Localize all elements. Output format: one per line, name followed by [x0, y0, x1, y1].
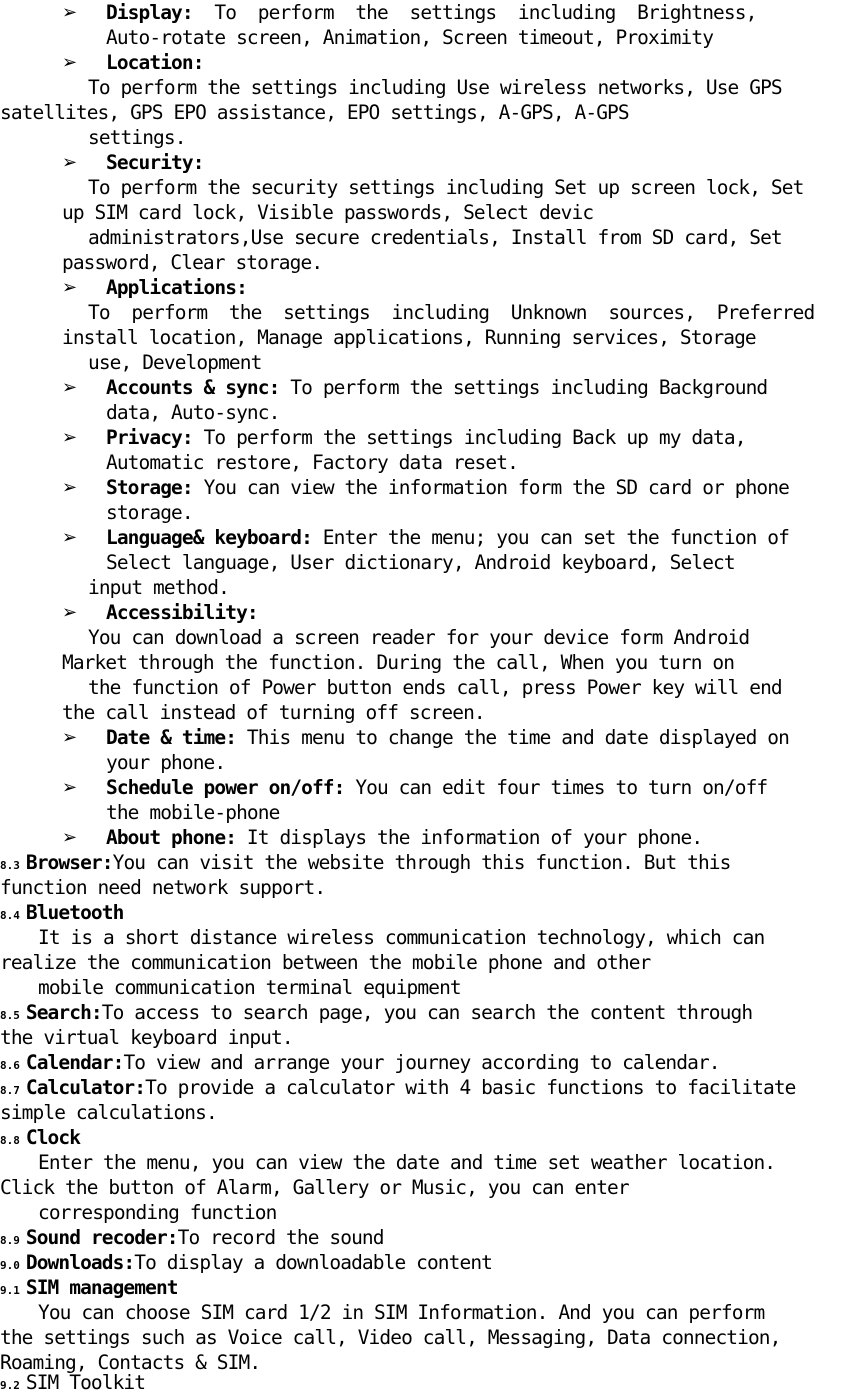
privacy-line-2: Automatic restore, Factory data reset.: [106, 451, 518, 474]
section-number: 8.8: [0, 1134, 20, 1147]
section-number: 9.0: [0, 1259, 20, 1272]
section-search-line-1: 8.5 Search:To access to search page, you can search the content through: [0, 1001, 753, 1024]
section-calculator-line-1: 8.7 Calculator:To provide a calculator with 4 basic functions to facilitate: [0, 1076, 796, 1099]
section-number: 8.6: [0, 1059, 20, 1072]
about-line-1: About phone: It displays the information of your phone.: [106, 826, 703, 849]
language-label: Language& keyboard:: [106, 526, 312, 549]
location-line-2: satellites, GPS EPO assistance, EPO settings, A-GPS, A-GPS: [0, 101, 629, 124]
section-sim-management-line-1: You can choose SIM card 1/2 in SIM Information. And you can perform: [38, 1301, 765, 1324]
accessibility-line-2: Market through the function. During the call, When you turn on: [62, 651, 735, 674]
section-search-line-2: the virtual keyboard input.: [0, 1026, 293, 1049]
bullet-arrow-icon: ➢: [62, 477, 77, 498]
privacy-line-1: Privacy: To perform the settings including Back up my data,: [106, 426, 746, 449]
language-line-1: Language& keyboard: Enter the menu; you can set the function of: [106, 526, 789, 549]
bullet-arrow-icon: ➢: [62, 427, 77, 448]
section-sim-management-heading: [0, 1275, 178, 1300]
section-sound-recorder-line-1: 8.9 Sound recoder:To record the sound: [0, 1226, 384, 1249]
bullet-arrow-icon: ➢: [62, 52, 77, 73]
section-number: 8.7: [0, 1084, 20, 1097]
privacy-label: Privacy:: [106, 426, 193, 449]
accessibility-line-1: You can download a screen reader for your device form Android: [88, 626, 750, 649]
applications-label: Applications:: [106, 276, 247, 299]
section-browser-title: Browser:: [25, 851, 113, 874]
section-sim-toolkit-heading: [0, 1370, 145, 1395]
bullet-arrow-icon: ➢: [62, 277, 77, 298]
storage-label: Storage:: [106, 476, 193, 499]
datetime-label: Date & time:: [106, 726, 237, 749]
location-line-1: To perform the settings including Use wireless networks, Use GPS: [88, 76, 782, 99]
schedule-line-1: Schedule power on/off: You can edit four times to turn on/off: [106, 776, 768, 799]
bullet-arrow-icon: ➢: [62, 602, 77, 623]
section-bluetooth-line-3: mobile communication terminal equipment: [38, 976, 461, 999]
section-browser-line-1: 8.3 Browser:You can visit the website through this function. But this: [0, 851, 731, 874]
section-downloads-title: Downloads:: [25, 1251, 135, 1274]
section-clock-title: Clock: [25, 1126, 81, 1149]
language-line-2: Select language, User dictionary, Android keyboard, Select: [106, 551, 735, 574]
section-number: 9.2: [0, 1379, 20, 1392]
bullet-arrow-icon: ➢: [62, 727, 77, 748]
location-label: Location:: [106, 51, 204, 74]
section-sim-management-title: SIM management: [25, 1276, 178, 1299]
accounts-line-2: data, Auto-sync.: [106, 401, 280, 424]
section-sim-toolkit-title: SIM Toolkit: [25, 1371, 146, 1394]
bullet-arrow-icon: ➢: [62, 527, 77, 548]
applications-line-2: install location, Manage applications, Running services, Storage: [62, 326, 756, 349]
display-line-2: Auto-rotate screen, Animation, Screen timeout, Proximity: [106, 26, 714, 49]
security-line-2: up SIM card lock, Visible passwords, Select devic: [62, 201, 594, 224]
section-calendar-line-1: 8.6 Calendar:To view and arrange your journey according to calendar.: [0, 1051, 720, 1074]
storage-line-1: Storage: You can view the information form the SD card or phone: [106, 476, 789, 499]
about-label: About phone:: [106, 826, 237, 849]
section-clock-line-3: corresponding function: [38, 1201, 277, 1224]
section-number: 8.4: [0, 909, 20, 922]
section-number: 8.5: [0, 1009, 20, 1022]
datetime-line-2: your phone.: [106, 751, 226, 774]
section-number: 9.1: [0, 1284, 20, 1297]
security-line-1: To perform the security settings including Set up screen lock, Set: [88, 176, 804, 199]
security-label: Security:: [106, 151, 204, 174]
bullet-arrow-icon: ➢: [62, 827, 77, 848]
section-bluetooth-heading: [0, 900, 123, 925]
section-downloads-line-1: 9.0 Downloads:To display a downloadable content: [0, 1251, 493, 1274]
section-search-title: Search:: [25, 1001, 102, 1024]
bullet-arrow-icon: ➢: [62, 377, 77, 398]
section-number: 8.3: [0, 859, 20, 872]
schedule-label: Schedule power on/off:: [106, 776, 345, 799]
datetime-line-1: Date & time: This menu to change the time and date displayed on: [106, 726, 789, 749]
accounts-label: Accounts & sync:: [106, 376, 280, 399]
section-calculator-line-2: simple calculations.: [0, 1101, 217, 1124]
section-calendar-title: Calendar:: [25, 1051, 124, 1074]
security-line-3: administrators,Use secure credentials, Install from SD card, Set: [88, 226, 782, 249]
location-line-3: settings.: [88, 126, 186, 149]
schedule-line-2: the mobile-phone: [106, 801, 280, 824]
accounts-line-1: Accounts & sync: To perform the settings including Background: [106, 376, 768, 399]
section-number: 8.9: [0, 1234, 20, 1247]
section-calculator-title: Calculator:: [25, 1076, 146, 1099]
bullet-arrow-icon: ➢: [62, 152, 77, 173]
bullet-arrow-icon: ➢: [62, 2, 77, 23]
accessibility-line-3: the function of Power button ends call, press Power key will end: [88, 676, 782, 699]
section-sim-management-line-2: the settings such as Voice call, Video call, Messaging, Data connection,: [0, 1326, 781, 1349]
applications-line-1: To perform the settings including Unknown sources, Preferred: [88, 301, 815, 324]
storage-line-2: storage.: [106, 501, 193, 524]
bullet-arrow-icon: ➢: [62, 777, 77, 798]
display-label: Display:: [106, 1, 193, 24]
language-line-3: input method.: [88, 576, 229, 599]
applications-line-3: use, Development: [88, 351, 262, 374]
section-browser-line-2: function need network support.: [0, 876, 326, 899]
section-bluetooth-line-1: It is a short distance wireless communication technology, which can: [38, 926, 765, 949]
section-sim-management-line-3: Roaming, Contacts & SIM.: [0, 1351, 261, 1374]
accessibility-label: Accessibility:: [106, 601, 258, 624]
section-bluetooth-line-2: realize the communication between the mobile phone and other: [0, 951, 651, 974]
display-line-1: Display: To perform the settings including Brightness,: [106, 1, 757, 24]
section-clock-heading: [0, 1125, 80, 1150]
section-clock-line-1: Enter the menu, you can view the date and time set weather location.: [38, 1151, 776, 1174]
security-line-4: password, Clear storage.: [62, 251, 323, 274]
section-bluetooth-title: Bluetooth: [25, 901, 124, 924]
accessibility-line-4: the call instead of turning off screen.: [62, 701, 485, 724]
section-clock-line-2: Click the button of Alarm, Gallery or Music, you can enter: [0, 1176, 629, 1199]
section-sound-recorder-title: Sound recoder:: [25, 1226, 178, 1249]
